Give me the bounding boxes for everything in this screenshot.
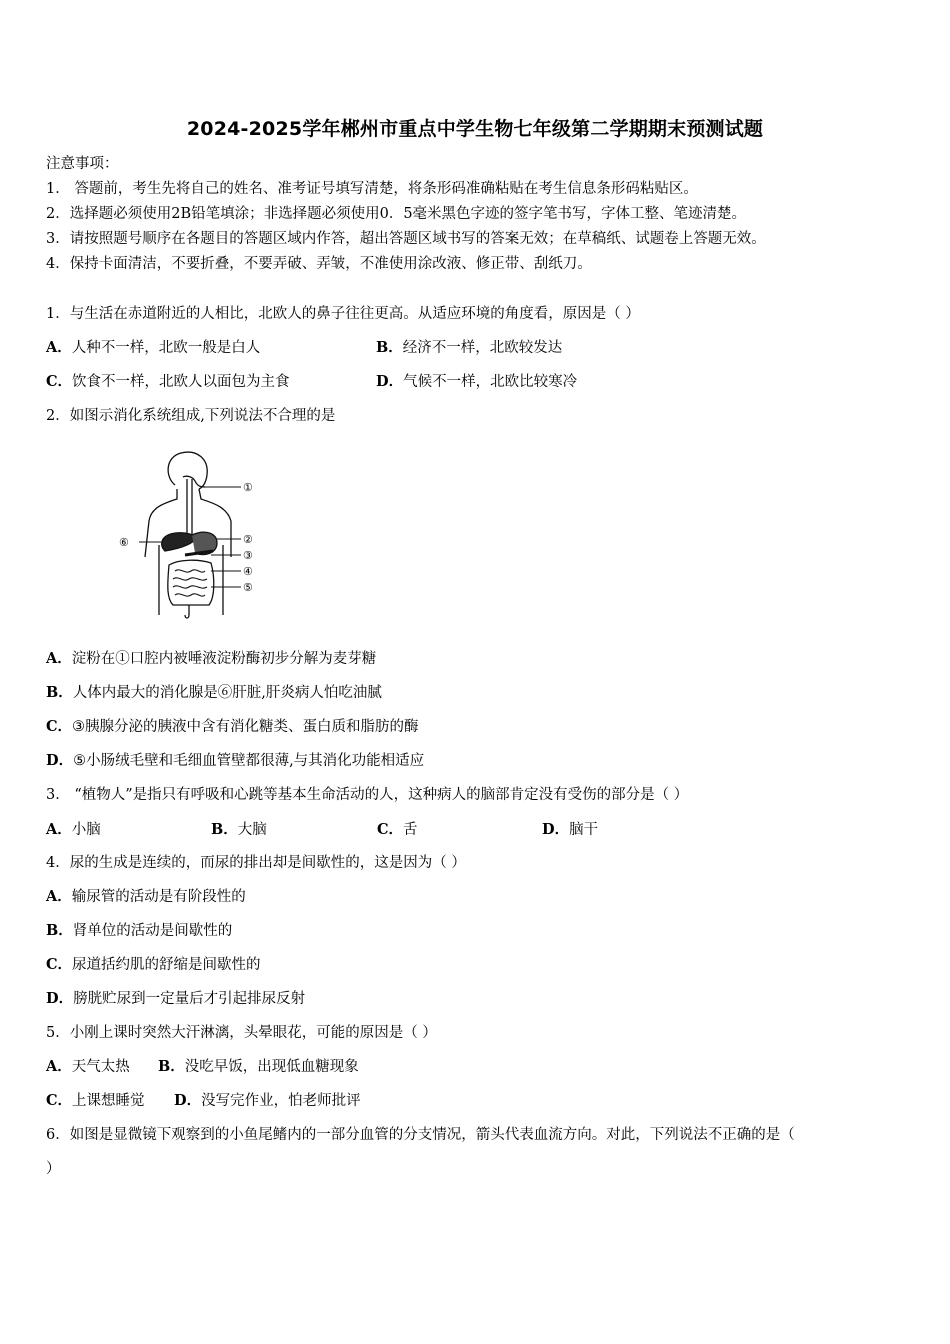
figure-liver [162, 533, 197, 551]
option-letter: D． [174, 1092, 202, 1109]
question-4-option-b [46, 919, 232, 940]
question-1-option-c [46, 370, 290, 391]
question-2-option-d [46, 749, 424, 770]
option-text: 膀胱贮尿到一定量后才引起排尿反射 [73, 991, 306, 1007]
option-letter: B． [376, 339, 403, 356]
figure-body-outline [145, 489, 231, 557]
notice-item: 1． 答题前，考生先将自己的姓名、准考证号填写清楚，将条形码准确粘贴在考生信息条形码粘贴区。 [46, 181, 698, 197]
question-4-option-c [46, 953, 261, 974]
option-letter: D． [376, 373, 404, 390]
figure-esophagus [187, 479, 192, 539]
question-4-option-a [46, 885, 246, 906]
option-text: 上课想睡觉 [72, 1093, 145, 1109]
option-text: 人体内最大的消化腺是⑥肝脏,肝炎病人怕吃油腻 [72, 685, 382, 701]
option-text: 没写完作业，怕老师批评 [201, 1093, 361, 1109]
question-4-stem: 4．尿的生成是连续的，而尿的排出却是间歇性的，这是因为（ ） [46, 855, 466, 871]
question-2-option-a [46, 647, 376, 668]
option-text: 经济不一样，北欧较发达 [402, 340, 563, 356]
option-text: 淀粉在①口腔内被唾液淀粉酶初步分解为麦芽糖 [71, 651, 377, 667]
option-letter: A． [46, 821, 72, 838]
option-letter: C． [46, 956, 73, 973]
page-title: 2024-2025学年郴州市重点中学生物七年级第二学期期末预测试题 [186, 118, 764, 140]
option-text: 小脑 [71, 822, 101, 838]
figure-large-intestine [168, 560, 214, 605]
question-1-option-d [376, 370, 577, 391]
option-text: 脑干 [569, 822, 599, 838]
figure-head-outline [168, 452, 207, 489]
figure-label-4: ④ [243, 565, 253, 578]
question-1-option-b [376, 336, 562, 357]
option-letter: C． [46, 718, 73, 735]
question-2-option-b [46, 681, 382, 702]
option-letter: A． [46, 888, 72, 905]
figure-small-intestine [173, 570, 207, 596]
question-5-option-b [158, 1055, 359, 1076]
figure-rectum [185, 605, 189, 618]
question-5-option-a [46, 1055, 130, 1076]
notice-heading: 注意事项： [46, 156, 119, 172]
question-1-option-a [46, 336, 260, 357]
figure-label-5: ⑤ [243, 581, 253, 594]
figure-label-2: ② [243, 533, 253, 546]
figure-pancreas [185, 551, 213, 555]
option-text: 尿道括约肌的舒缩是间歇性的 [72, 957, 261, 973]
question-2-stem: 2．如图示消化系统组成,下列说法不合理的是 [46, 408, 336, 424]
option-letter: A． [46, 339, 72, 356]
option-letter: B． [46, 922, 73, 939]
option-text: ③胰腺分泌的胰液中含有消化糖类、蛋白质和脂肪的酶 [72, 719, 419, 735]
question-3-option-a [46, 818, 101, 839]
question-3-option-d [542, 818, 598, 839]
question-3-option-b [211, 818, 267, 839]
figure-pharynx [183, 476, 205, 487]
notice-item: 4．保持卡面清洁，不要折叠，不要弄破、弄皱，不准使用涂改液、修正带、刮纸刀。 [46, 256, 592, 272]
figure-label-3: ③ [243, 549, 253, 562]
option-text: 天气太热 [71, 1059, 130, 1075]
option-text: ⑤小肠绒毛壁和毛细血管壁都很薄,与其消化功能相适应 [73, 753, 425, 769]
option-text: 大脑 [237, 822, 267, 838]
option-text: 没吃早饭，出现低血糖现象 [184, 1059, 359, 1075]
notice-item: 2．选择题必须使用2B铅笔填涂；非选择题必须使用0．5毫米黑色字迹的签字笔书写，字体工整、笔迹清楚。 [46, 206, 747, 222]
question-2-option-c [46, 715, 419, 736]
question-3-stem: 3． “植物人”是指只有呼吸和心跳等基本生命活动的人，这种病人的脑部肯定没有受伤的部分是（ ） [46, 787, 689, 803]
question-5-option-d [174, 1089, 361, 1110]
option-letter: B． [211, 821, 238, 838]
option-text: 气候不一样，北欧比较寒冷 [403, 374, 578, 390]
option-letter: B． [46, 684, 73, 701]
option-letter: D． [46, 752, 74, 769]
option-letter: D． [542, 821, 570, 838]
question-6-stem: 6．如图是显微镜下观察到的小鱼尾鳍内的一部分血管的分支情况，箭头代表血流方向。对此，下列说法不正确的是（ [46, 1127, 795, 1143]
option-text: 肾单位的活动是间歇性的 [72, 923, 233, 939]
question-3-option-c [377, 818, 418, 839]
option-text: 输尿管的活动是有阶段性的 [71, 889, 246, 905]
question-4-option-d [46, 987, 305, 1008]
question-5-stem: 5．小刚上课时突然大汗淋漓，头晕眼花，可能的原因是（ ） [46, 1025, 437, 1041]
question-5-option-c [46, 1089, 145, 1110]
option-letter: A． [46, 650, 72, 667]
option-letter: D． [46, 990, 74, 1007]
option-text: 人种不一样，北欧一般是白人 [71, 340, 261, 356]
figure-label-6: ⑥ [119, 536, 129, 549]
option-letter: B． [158, 1058, 185, 1075]
notice-item: 3．请按照题号顺序在各题目的答题区域内作答，超出答题区域书写的答案无效；在草稿纸、试题卷上答题无效。 [46, 231, 766, 247]
figure-label-1: ① [243, 481, 253, 494]
option-letter: C． [46, 1092, 73, 1109]
option-text: 饮食不一样，北欧人以面包为主食 [72, 374, 290, 390]
option-letter: C． [377, 821, 404, 838]
option-letter: A． [46, 1058, 72, 1075]
question-6-stem-continued: ） [46, 1161, 61, 1177]
question-1-stem: 1．与生活在赤道附近的人相比，北欧人的鼻子往往更高。从适应环境的角度看，原因是（ ） [46, 306, 640, 322]
option-text: 舌 [403, 822, 418, 838]
digestive-system-figure [113, 447, 273, 622]
option-letter: C． [46, 373, 73, 390]
